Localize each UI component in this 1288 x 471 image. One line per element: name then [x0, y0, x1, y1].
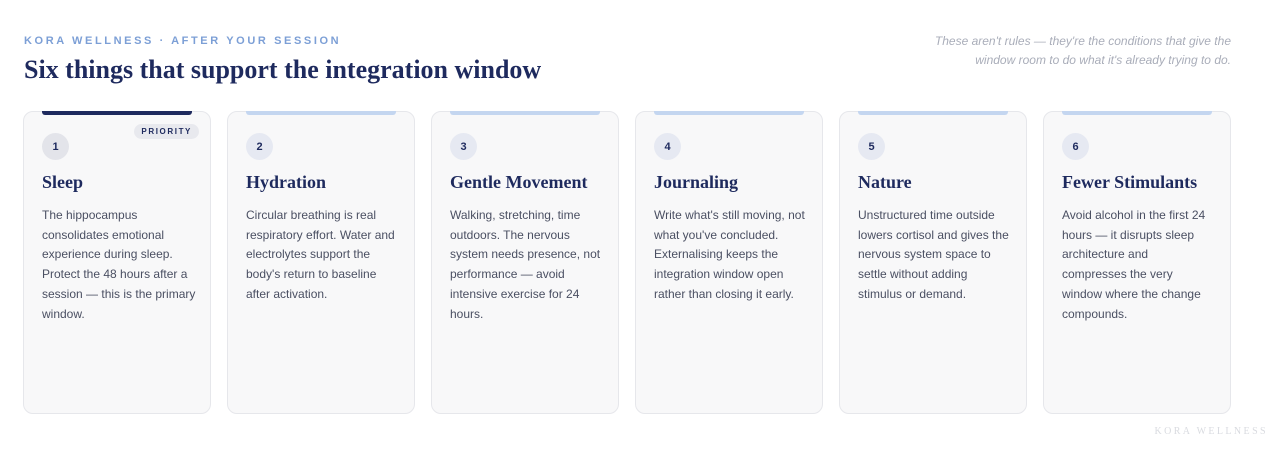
card-accent-bar — [246, 111, 396, 115]
card-title: Nature — [858, 172, 912, 192]
card-accent-bar — [450, 111, 600, 115]
card-fewer-stimulants — [1043, 111, 1231, 414]
brand-watermark: KORA WELLNESS — [1154, 426, 1268, 437]
card-body: Avoid alcohol in the first 24 hours — it disrupts sleep architecture and compresses the very window where the change compounds. — [1062, 208, 1206, 321]
card-number: 6 — [1062, 133, 1089, 160]
page-title: Six things that support the integration window — [24, 55, 542, 84]
priority-badge: PRIORITY — [134, 124, 199, 139]
card-number: 2 — [246, 133, 273, 160]
card-list — [23, 111, 1231, 414]
card-gentle-movement — [431, 111, 619, 414]
intro-note: These aren't rules — they're the conditions that give the window room to do what it's already trying to do. — [934, 34, 1231, 67]
card-accent-bar — [1062, 111, 1212, 115]
card-nature — [839, 111, 1027, 414]
card-hydration — [227, 111, 415, 414]
card-body: Walking, stretching, time outdoors. The nervous system needs presence, not performance — avoid intensive exercise for 24 hours. — [450, 208, 601, 321]
card-accent-bar — [42, 111, 192, 115]
card-number: 4 — [654, 133, 681, 160]
card-title: Gentle Movement — [450, 172, 588, 192]
card-title: Sleep — [42, 172, 84, 192]
card-accent-bar — [858, 111, 1008, 115]
card-sleep — [23, 111, 211, 414]
card-number: 1 — [42, 133, 69, 160]
card-title: Fewer Stimulants — [1062, 172, 1198, 192]
card-title: Hydration — [246, 172, 327, 192]
card-number: 3 — [450, 133, 477, 160]
card-number: 5 — [858, 133, 885, 160]
card-accent-bar — [654, 111, 804, 115]
card-body: Unstructured time outside lowers cortisol and gives the nervous system space to settle without adding stimulus or demand. — [858, 208, 1009, 301]
card-body: The hippocampus consolidates emotional experience during sleep. Protect the 48 hours after a session — this is the primary window. — [42, 208, 196, 321]
card-journaling — [635, 111, 823, 414]
eyebrow-label: KORA WELLNESS · AFTER YOUR SESSION — [24, 35, 342, 47]
card-body: Write what's still moving, not what you've concluded. Externalising keeps the integration window open rather than closing it early. — [654, 208, 805, 301]
card-title: Journaling — [654, 172, 739, 192]
card-body: Circular breathing is real respiratory effort. Water and electrolytes support the body's return to baseline after activation. — [246, 208, 395, 301]
